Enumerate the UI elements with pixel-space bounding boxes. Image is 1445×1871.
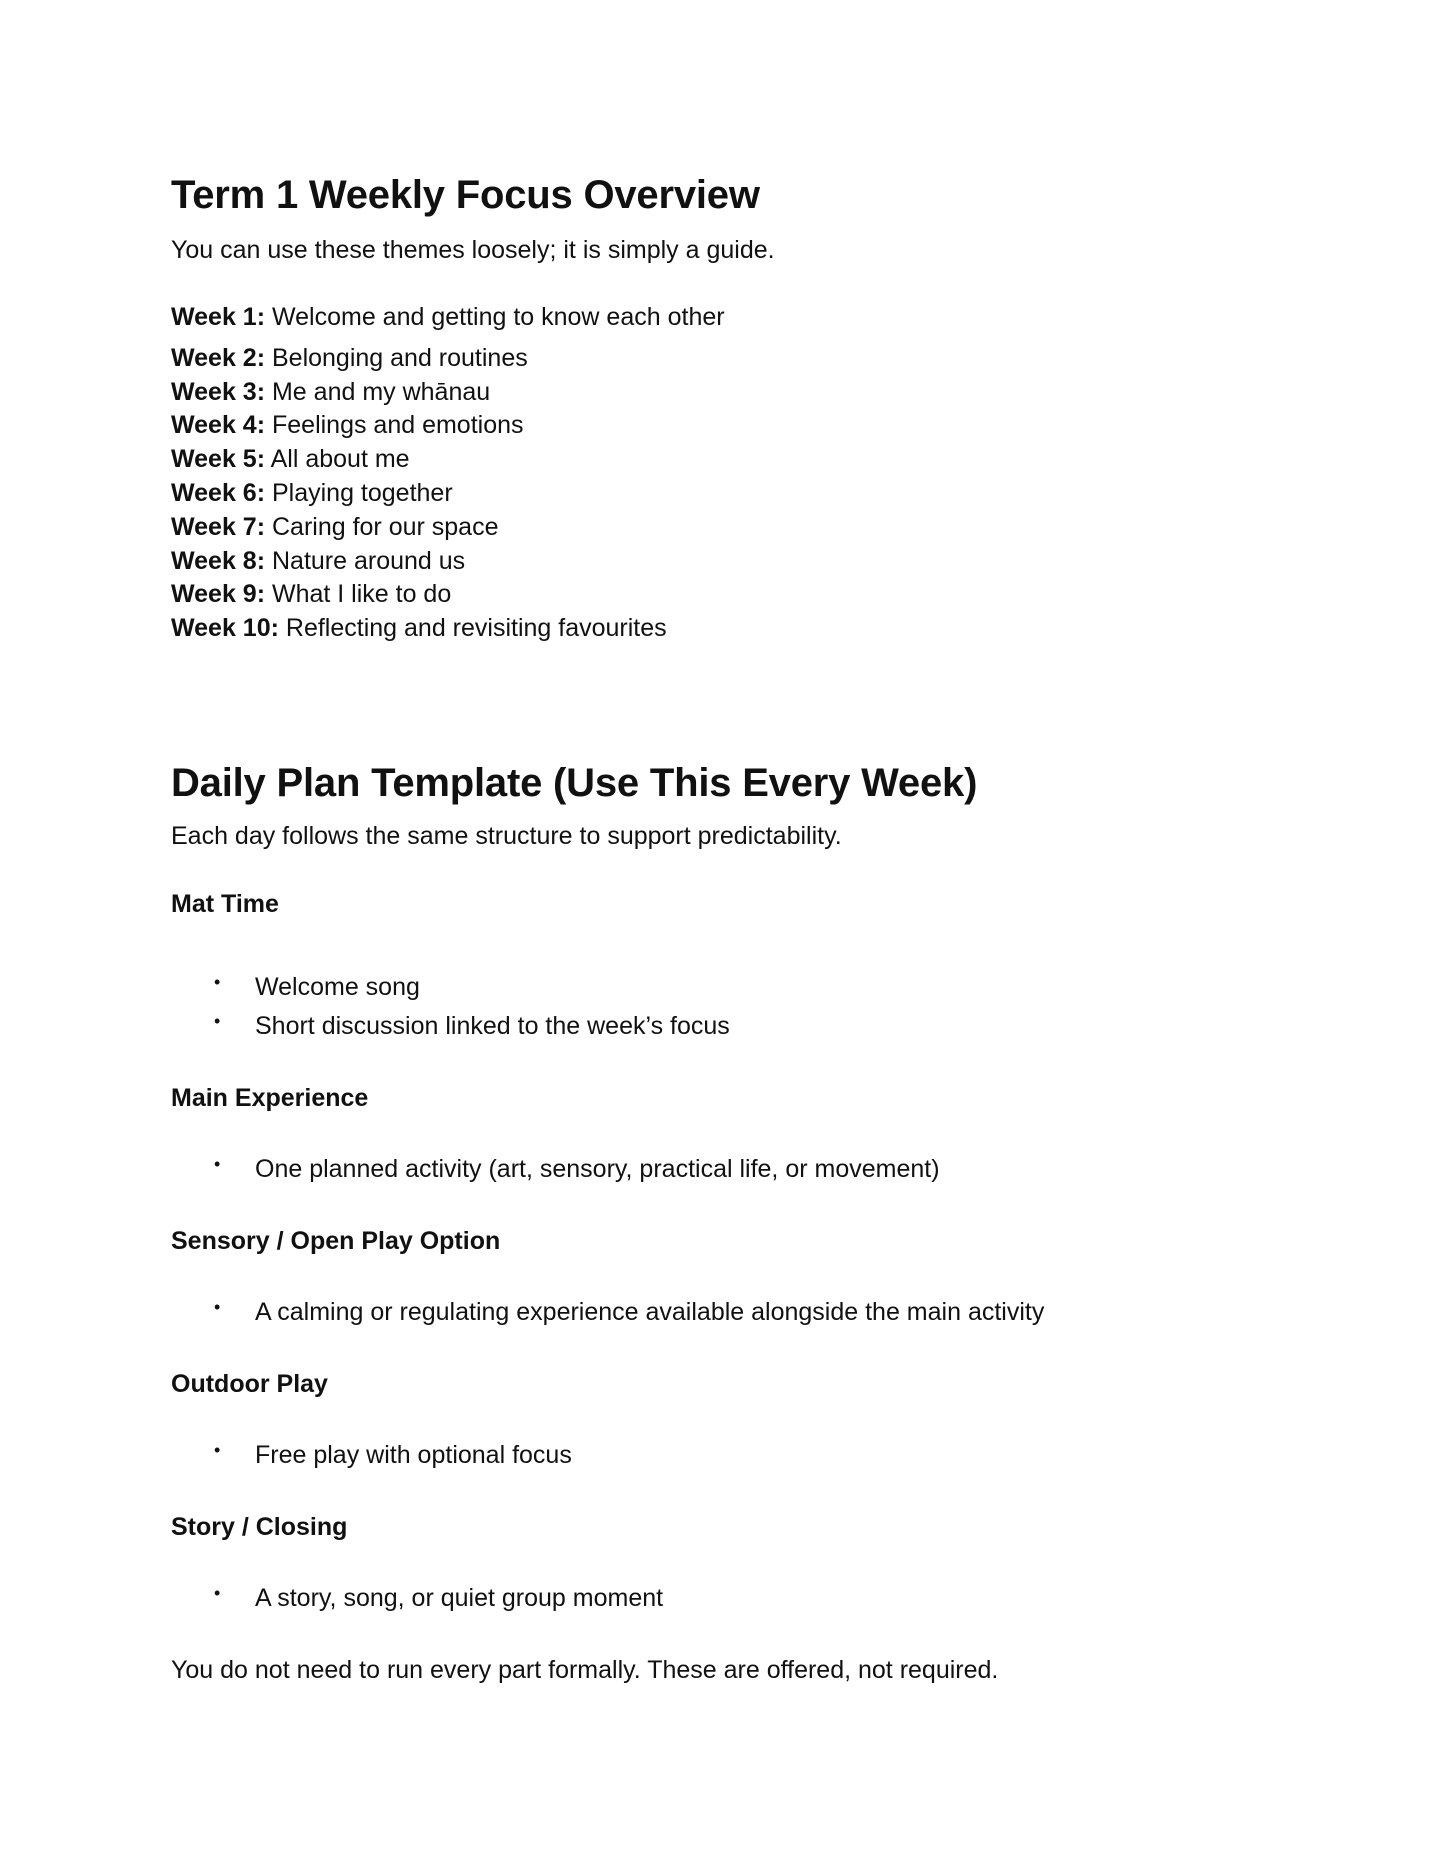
week-theme: Feelings and emotions: [271, 411, 524, 440]
block-heading-story-closing: Story / Closing: [171, 1512, 348, 1541]
week-item: [171, 545, 1351, 579]
bullet-icon: •: [214, 971, 221, 992]
bullet-icon: •: [214, 1010, 221, 1031]
week-item: [171, 301, 1351, 335]
list-item-text: Welcome song: [255, 972, 420, 1001]
list-item-text: A story, song, or quiet group moment: [255, 1583, 664, 1612]
block-heading-mat-time: Mat Time: [171, 889, 279, 918]
week-theme: Playing together: [271, 478, 453, 507]
bullet-icon: •: [214, 1439, 221, 1460]
list-item: [171, 1293, 1351, 1332]
list-item: [171, 1007, 1351, 1046]
week-label: Week 4:: [171, 411, 266, 440]
week-label: Week 9:: [171, 580, 266, 609]
list-item: [171, 968, 1351, 1007]
week-theme: Reflecting and revisiting favourites: [285, 614, 667, 643]
list-item-text: One planned activity (art, sensory, practical life, or movement): [255, 1154, 940, 1183]
main-experience-list: [171, 1150, 1351, 1189]
week-label: Week 10:: [171, 614, 279, 643]
week-label: Week 2:: [171, 343, 266, 372]
bullet-icon: •: [214, 1296, 221, 1317]
weekly-focus-section: [171, 170, 1351, 646]
list-item: [171, 1436, 1351, 1475]
week-theme: What I like to do: [271, 580, 452, 609]
week-theme: Caring for our space: [271, 512, 499, 541]
outdoor-play-list: [171, 1436, 1351, 1475]
story-closing-list: [171, 1579, 1351, 1618]
week-item: [171, 376, 1351, 410]
week-label: Week 3:: [171, 377, 266, 406]
week-label: Week 6:: [171, 478, 266, 507]
week-list: [171, 301, 1351, 646]
week-theme: All about me: [270, 445, 410, 474]
daily-plan-outro: You do not need to run every part formally. These are offered, not required.: [171, 1655, 999, 1684]
week-item: [171, 612, 1351, 646]
list-item: [171, 1579, 1351, 1618]
daily-plan-intro: Each day follows the same structure to support predictability.: [171, 821, 842, 850]
week-item: [171, 409, 1351, 443]
week-theme: Welcome and getting to know each other: [271, 303, 725, 331]
block-heading-outdoor-play: Outdoor Play: [171, 1369, 328, 1398]
week-theme: Me and my whānau: [271, 377, 491, 406]
document-content: [171, 170, 1351, 1686]
week-theme: Belonging and routines: [271, 343, 528, 372]
list-item-text: A calming or regulating experience available alongside the main activity: [255, 1297, 1045, 1326]
week-label: Week 5:: [171, 445, 266, 474]
week-item: [171, 443, 1351, 477]
week-label: Week 1:: [171, 303, 266, 331]
sensory-open-play-list: [171, 1293, 1351, 1332]
week-item: [171, 511, 1351, 545]
week-item: [171, 342, 1351, 376]
list-item: [171, 1150, 1351, 1189]
block-heading-sensory-open-play: Sensory / Open Play Option: [171, 1226, 501, 1255]
block-heading-main-experience: Main Experience: [171, 1083, 369, 1112]
mat-time-list: [171, 968, 1351, 1046]
week-theme: Nature around us: [271, 546, 466, 575]
bullet-icon: •: [214, 1582, 221, 1603]
daily-plan-section: [171, 758, 1351, 1686]
week-label: Week 7:: [171, 512, 266, 541]
week-item: [171, 578, 1351, 612]
weekly-focus-title: Term 1 Weekly Focus Overview: [171, 173, 760, 217]
weekly-focus-intro: You can use these themes loosely; it is simply a guide.: [171, 236, 775, 264]
week-label: Week 8:: [171, 546, 266, 575]
daily-plan-title: Daily Plan Template (Use This Every Week): [171, 760, 978, 805]
list-item-text: Free play with optional focus: [255, 1440, 572, 1469]
bullet-icon: •: [214, 1153, 221, 1174]
list-item-text: Short discussion linked to the week’s focus: [255, 1011, 730, 1040]
week-item: [171, 477, 1351, 511]
